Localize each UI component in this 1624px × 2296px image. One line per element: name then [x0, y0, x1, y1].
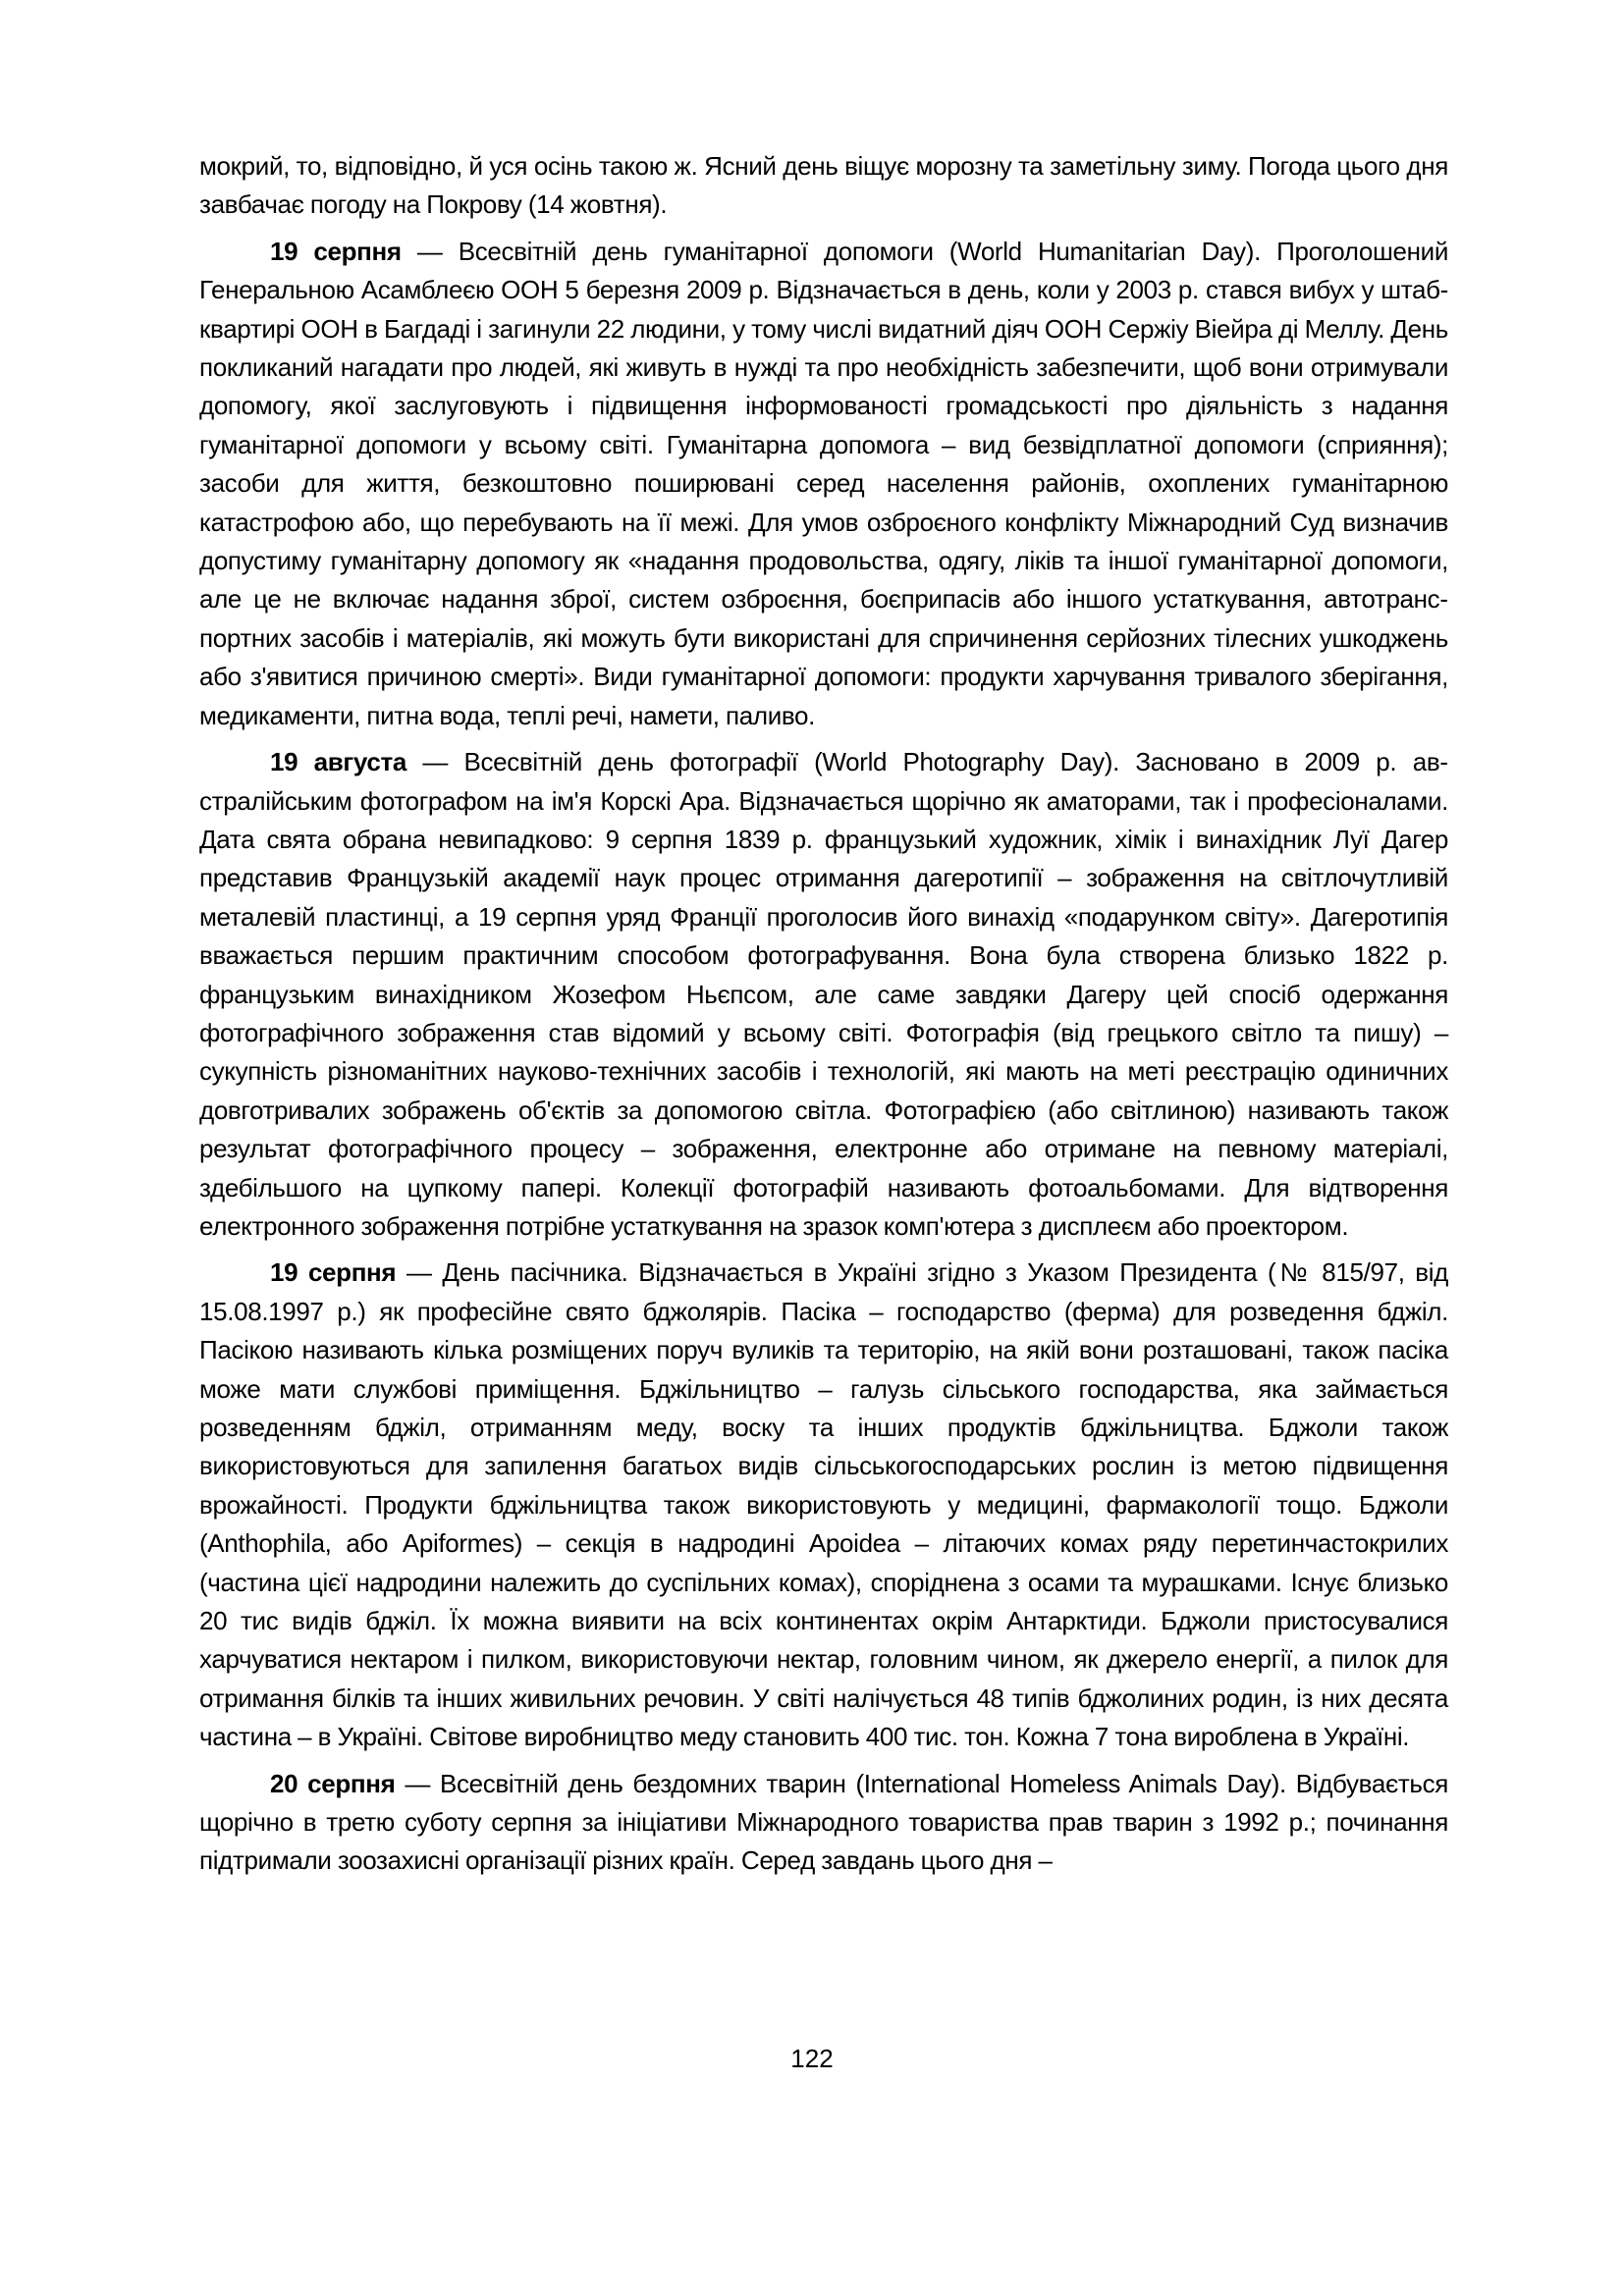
paragraph-photography-day	[199, 743, 1448, 1246]
paragraph-text: — Всесвітній день бездомних тварин (International Homeless Animals Day). Відбувається щорічно в третю суботу серпня за ініціативи Міжнародного товариства прав тварин з 1992 р.; починання підтримали зоозахисні організації різних країн. Серед завдань цього дня –	[199, 1768, 1449, 1876]
paragraph-date: 19 августа	[270, 747, 406, 777]
page-number: 122	[790, 2044, 834, 2073]
paragraph-beekeeper-day	[199, 1254, 1448, 1756]
paragraph-date: 20 серпня	[270, 1768, 396, 1798]
paragraph-text: — День пасічника. Відзначається в Україні згідно з Указом Президента (№ 815/97, від 15.08.1997 р.) як професійне свято бджолярів. Пасіка – господарство (ферма) для розведення бджіл. Пасікою називають кілька розміщених поруч вуликів та територію, на якій вони розташовані, також пасіка може мати службові приміщення. Бджільництво – галузь сільського господарства, яка займається розведенням бджіл, отриманням меду, воску та інших продуктів бджільництва. Бджоли також використовуються для запилення багатьох видів сільськогосподарських рослин із метою підвищення врожайності. Продукти бджільництва також використовують у медицині, фармакології тощо. Бджоли (Anthophila, або Apiformes) – секція в надродині Apoidea – літаючих комах ряду перетинчастокрилих (частина цієї надродини належить до суспільних комах), споріднена з осами та мурашками. Існує близько 20 тис видів бджіл. Їх можна виявити на всіх континентах окрім Антарктиди. Бджоли пристосувалися харчуватися нектаром і пилком, використовуючи нектар, головним чином, як джерело енергії, а пилок для отримання білків та інших живильних речовин. У світі налічується 48 типів бджолиних родин, із них десята частина – в Україні. Світове виробництво меду становить 400 тис. тон. Кожна 7 тона вироблена в Україні.	[199, 1257, 1449, 1752]
paragraph-homeless-animals-day	[199, 1765, 1448, 1881]
page-body	[199, 147, 1448, 1889]
paragraph-date: 19 серпня	[270, 1257, 397, 1288]
paragraph-text: — Всесвітній день фотографії (World Photography Day). Засновано в 2009 р. австралійським фотографом на ім'я Корскі Ара. Відзначається щорічно як аматорами, так і професіоналами. Дата свята обрана невипадково: 9 серпня 1839 р. французький художник, хімік і винахідник Луї Дагер представив Французькій академії наук процес отримання дагеротипії – зображення на світлочутливій металевій пластинці, а 19 серпня уряд Франції проголосив його винахід «подарунком світу». Дагеротипія вважається першим практичним способом фотографування. Вона була створена близько 1822 р. французьким винахідником Жозефом Ньєпсом, але саме завдяки Дагеру цей спосіб одержання фотографічного зображення став відомий у всьому світі. Фотографія (від грецького світло та пишу) – сукупність різноманітних науково-технічних засобів і технологій, які мають на меті реєстрацію одиничних довготривалих зображень об'єктів за допомогою світла. Фотографією (або світлиною) називають також результат фотографічного процесу – зображення, електронне або отримане на певному матеріалі, здебільшого на цупкому папері. Колекції фотографій називають фотоальбомами. Для відтворення електронного зображення потрібне устаткування на зразок комп'ютера з дисплеєм або проектором.	[199, 747, 1448, 1241]
paragraph-humanitarian-day	[199, 233, 1448, 735]
paragraph-continuation	[199, 147, 1448, 225]
paragraph-text: мокрий, то, відповідно, й уся осінь такою ж. Ясний день віщує морозну та заметільну зиму. Погода цього дня завбачає погоду на Покрову (14 жовтня).	[199, 151, 1448, 220]
paragraph-date: 19 серпня	[270, 236, 402, 266]
paragraph-text: — Всесвітній день гуманітарної допомоги (World Humanitarian Day). Проголошений Генеральною Асамблеєю ООН 5 березня 2009 р. Відзначається в день, коли у 2003 р. стався вибух у штаб-квартирі ООН в Багдаді і загинули 22 людини, у тому числі видатний діяч ООН Сержіу Віейра ді Меллу. День покликаний нагадати про людей, які живуть в нужді та про необхідність забезпечити, щоб вони отримували допомогу, якої заслуговують і підвищення інформованості громадськості про діяльність з надання гуманітарної допомоги у всьому світі. Гуманітарна допомога – вид безвідплатної допомоги (сприяння); засоби для життя, безкоштовно поширювані серед населення районів, охоплених гуманітарною катастрофою або, що перебувають на її межі. Для умов озброєного конфлікту Міжнародний Суд визначив допустиму гуманітарну допомогу як «надання продовольства, одягу, ліків та іншої гуманітарної допомоги, але це не включає надання зброї, систем озброєння, боєприпасів або іншого устаткування, автотранспортних засобів і матеріалів, які можуть бути використані для спричинення серйозних тілесних ушкоджень або з'явитися причиною смерті». Види гуманітарної допомоги: продукти харчування тривалого зберігання, медикаменти, питна вода, теплі речі, намети, паливо.	[199, 236, 1448, 730]
